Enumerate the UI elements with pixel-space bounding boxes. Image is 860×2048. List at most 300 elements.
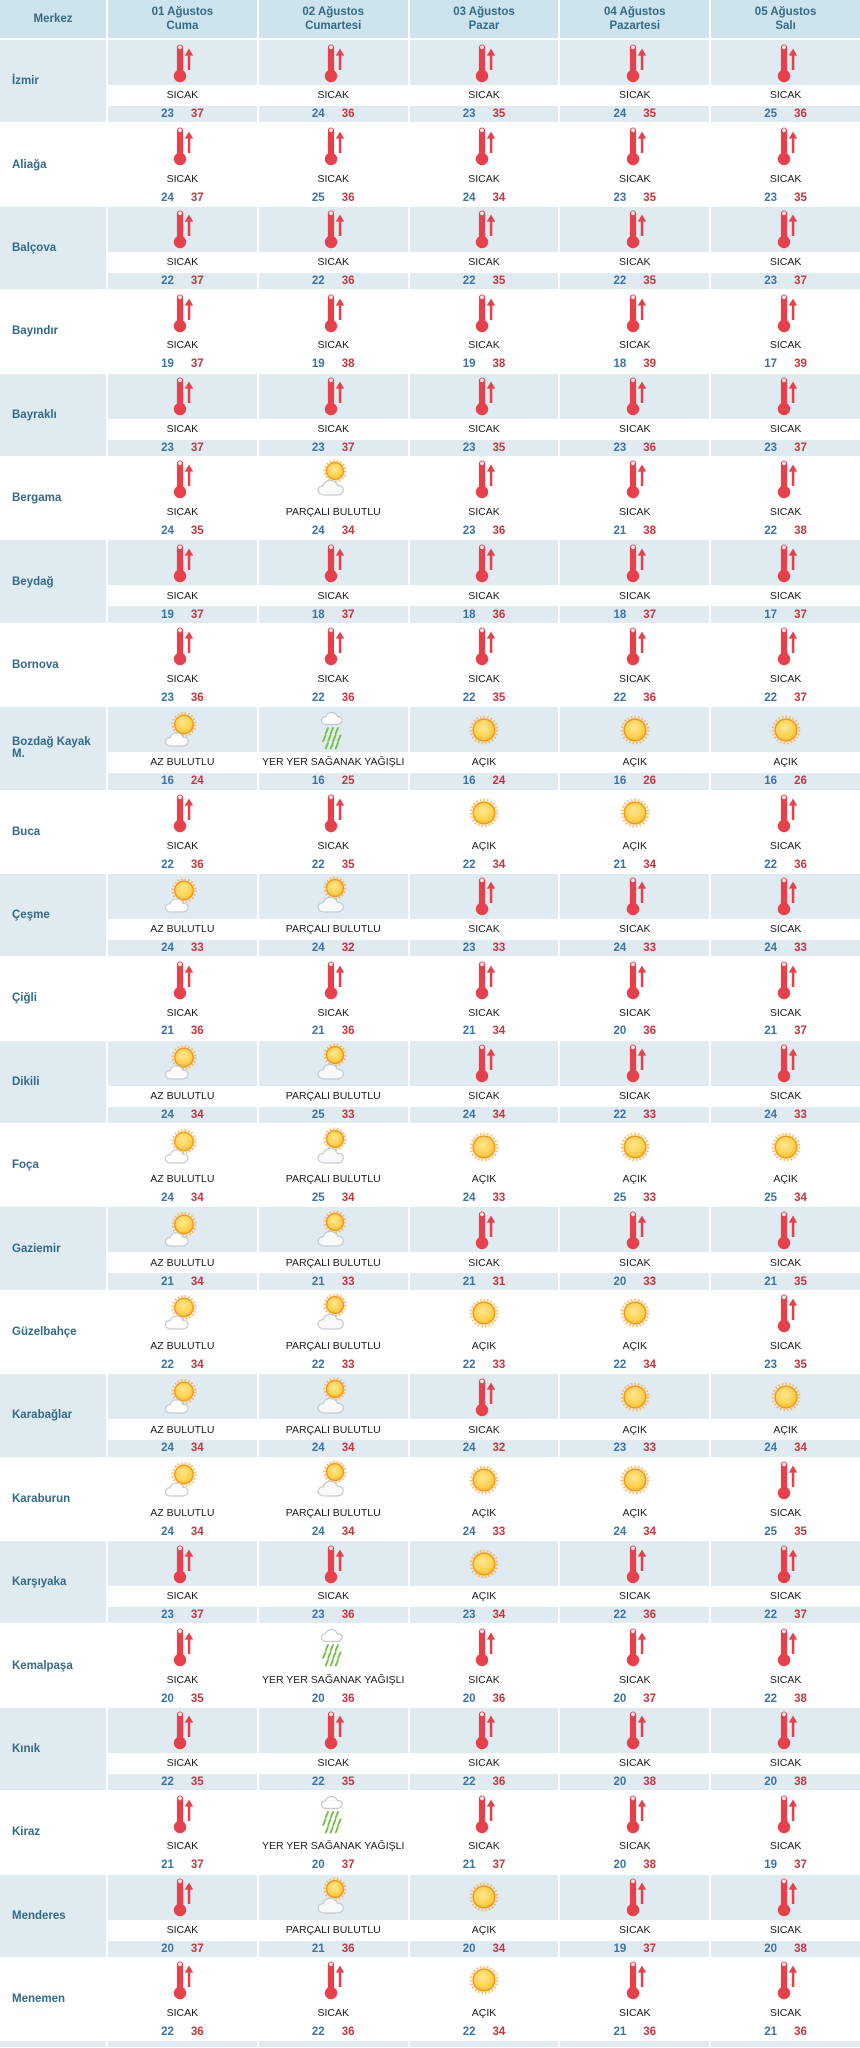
condition-label: SICAK [711, 168, 860, 189]
table-row [0, 1207, 860, 1290]
min-temp: 22 [161, 2026, 174, 2039]
condition-label: SICAK [711, 1920, 860, 1941]
condition-label: AÇIK [410, 1169, 559, 1190]
thermometer-icon [410, 1374, 559, 1419]
thermometer-icon [560, 1541, 709, 1586]
min-temp: 17 [764, 608, 778, 621]
condition-label: SICAK [711, 1002, 860, 1023]
max-temp: 36 [190, 2026, 204, 2039]
thermometer-icon [108, 1708, 257, 1753]
district-name: Çeşme [0, 874, 108, 956]
day-cell [259, 1958, 410, 2040]
max-temp: 34 [190, 1275, 204, 1288]
max-temp: 33 [492, 942, 506, 955]
day-cell [108, 540, 259, 622]
max-temp: 34 [190, 1442, 204, 1455]
max-temp: 34 [794, 1192, 807, 1205]
max-temp: 35 [341, 858, 355, 871]
temperature-range [560, 273, 709, 289]
temperature-range [259, 1023, 408, 1039]
day-cell [410, 123, 561, 205]
temperature-range [259, 1440, 408, 1456]
day-cell [711, 957, 860, 1039]
min-temp: 25 [311, 191, 325, 204]
max-temp: 35 [190, 1776, 204, 1788]
thermometer-icon [560, 1207, 709, 1252]
header-day-weekday: Pazar [468, 20, 500, 32]
max-temp: 34 [190, 1108, 204, 1121]
condition-label: SICAK [711, 1086, 860, 1107]
day-cell [410, 1958, 561, 2040]
condition-label: AZ BULUTLU [108, 919, 257, 940]
thermometer-icon [711, 1041, 860, 1086]
min-temp: 23 [764, 274, 778, 287]
sun-small-cloud-icon [108, 874, 257, 919]
day-cell [259, 374, 410, 456]
temperature-range [108, 773, 257, 789]
min-temp: 24 [161, 191, 174, 204]
min-temp: 19 [764, 1859, 778, 1872]
max-temp: 34 [492, 1025, 506, 1038]
min-temp: 20 [311, 1859, 325, 1872]
thermometer-icon [259, 207, 408, 252]
day-cell [108, 1541, 259, 1623]
table-row [0, 374, 860, 457]
district-name: Gaziemir [0, 1207, 108, 1289]
thermometer-icon [410, 624, 559, 669]
min-temp: 21 [764, 2026, 778, 2039]
condition-label: SICAK [560, 919, 709, 940]
min-temp: 24 [613, 1525, 627, 1538]
header-day-date: 04 Ağustos [604, 6, 666, 18]
condition-label: AÇIK [410, 1503, 559, 1524]
day-cell [108, 123, 259, 205]
table-row [0, 1374, 860, 1457]
day-cell [560, 957, 711, 1039]
thermometer-icon [560, 290, 709, 335]
max-temp: 33 [643, 942, 657, 955]
temperature-range [259, 106, 408, 122]
day-cell [410, 791, 561, 873]
temperature-range [259, 606, 408, 622]
district-name: Balçova [0, 207, 108, 289]
condition-label: SICAK [108, 1920, 257, 1941]
min-temp: 22 [161, 858, 174, 871]
thermometer-icon [108, 1958, 257, 2003]
max-temp: 36 [492, 1692, 506, 1705]
min-temp: 19 [311, 358, 325, 371]
max-temp: 34 [492, 1942, 506, 1955]
sun-icon [410, 1541, 559, 1586]
thermometer-icon [711, 1875, 860, 1920]
temperature-range [410, 1190, 559, 1206]
day-cell [560, 1541, 711, 1623]
day-cell [410, 457, 561, 539]
condition-label: AÇIK [560, 1503, 709, 1524]
min-temp: 21 [161, 1275, 174, 1288]
condition-label: SICAK [259, 85, 408, 106]
day-cell [711, 1958, 860, 2040]
temperature-range [711, 940, 860, 956]
max-temp: 37 [794, 1859, 807, 1872]
temperature-range [410, 189, 559, 205]
condition-label: SICAK [410, 502, 559, 523]
header-day-date: 02 Ağustos [302, 6, 364, 18]
thermometer-icon [108, 957, 257, 1002]
min-temp: 21 [764, 1025, 778, 1038]
min-temp: 24 [764, 1442, 778, 1455]
temperature-range [560, 1524, 709, 1540]
thermometer-icon [259, 374, 408, 419]
max-temp: 37 [794, 608, 807, 621]
temperature-range [410, 440, 559, 456]
day-cell [259, 1041, 410, 1123]
min-temp: 23 [311, 441, 325, 454]
min-temp: 24 [311, 1525, 325, 1538]
thermometer-icon [259, 1541, 408, 1586]
max-temp: 36 [341, 191, 355, 204]
min-temp: 17 [764, 358, 778, 371]
thermometer-icon [560, 624, 709, 669]
temperature-range [259, 1941, 408, 1957]
district-name: Karabağlar [0, 1374, 108, 1456]
temperature-range [410, 2024, 559, 2040]
max-temp: 38 [492, 358, 506, 371]
temperature-range [108, 189, 257, 205]
temperature-range [560, 1273, 709, 1289]
temperature-range [560, 1357, 709, 1373]
min-temp: 22 [613, 274, 627, 287]
header-day-weekday: Cumartesi [305, 20, 362, 32]
min-temp: 22 [764, 1609, 778, 1622]
max-temp: 24 [492, 775, 506, 788]
thermometer-icon [108, 1791, 257, 1836]
temperature-range [259, 1190, 408, 1206]
temperature-range [108, 1774, 257, 1790]
min-temp: 21 [311, 1025, 325, 1038]
day-cell [560, 540, 711, 622]
day-cell [108, 290, 259, 372]
day-cell [711, 1875, 860, 1957]
sun-icon [410, 1124, 559, 1169]
max-temp: 34 [492, 1609, 506, 1622]
day-cell [259, 207, 410, 289]
day-cell [410, 1124, 561, 1206]
temperature-range [108, 2024, 257, 2040]
condition-label: SICAK [560, 419, 709, 440]
thermometer-icon [108, 123, 257, 168]
thermometer-icon [108, 1541, 257, 1586]
thermometer-icon [259, 290, 408, 335]
max-temp: 32 [492, 1442, 506, 1455]
thermometer-icon [259, 123, 408, 168]
sliver-day-cell [410, 2041, 561, 2047]
max-temp: 34 [341, 1192, 355, 1205]
min-temp: 25 [311, 1192, 325, 1205]
temperature-range [108, 857, 257, 873]
min-temp: 22 [613, 1609, 627, 1622]
min-temp: 23 [613, 441, 627, 454]
rain-cloud-icon [259, 1791, 408, 1836]
min-temp: 23 [161, 691, 174, 704]
thermometer-icon [108, 40, 257, 85]
max-temp: 37 [643, 608, 657, 621]
thermometer-icon [108, 290, 257, 335]
condition-label: AÇIK [711, 1419, 860, 1440]
day-cell [560, 207, 711, 289]
day-cell [108, 707, 259, 789]
thermometer-icon [259, 957, 408, 1002]
temperature-range [410, 857, 559, 873]
thermometer-icon [410, 1708, 559, 1753]
temperature-range [560, 1023, 709, 1039]
max-temp: 34 [341, 1442, 355, 1455]
max-temp: 35 [794, 1525, 807, 1538]
condition-label: SICAK [560, 168, 709, 189]
thermometer-icon [410, 957, 559, 1002]
max-temp: 34 [643, 858, 657, 871]
header-merkez-label: Merkez [33, 13, 73, 25]
temperature-range [108, 1357, 257, 1373]
condition-label: SICAK [410, 669, 559, 690]
max-temp: 36 [492, 525, 506, 538]
max-temp: 35 [492, 691, 506, 704]
max-temp: 33 [794, 1108, 807, 1121]
thermometer-icon [711, 1291, 860, 1336]
thermometer-icon [108, 540, 257, 585]
header-day-date: 01 Ağustos [151, 6, 214, 18]
temperature-range [108, 1273, 257, 1289]
max-temp: 37 [190, 1609, 204, 1622]
day-cell [108, 957, 259, 1039]
condition-label: SICAK [711, 585, 860, 606]
min-temp: 22 [311, 274, 325, 287]
day-cell [560, 874, 711, 956]
min-temp: 22 [462, 1776, 476, 1788]
thermometer-icon [711, 540, 860, 585]
temperature-range [108, 1440, 257, 1456]
next-row-sliver [0, 2041, 860, 2047]
sun-icon [560, 1291, 709, 1336]
max-temp: 34 [492, 191, 506, 204]
temperature-range [259, 1524, 408, 1540]
thermometer-icon [711, 123, 860, 168]
min-temp: 22 [462, 691, 476, 704]
temperature-range [410, 940, 559, 956]
condition-label: SICAK [560, 1836, 709, 1857]
max-temp: 36 [341, 691, 355, 704]
max-temp: 35 [794, 1275, 807, 1288]
header-day-1 [108, 0, 259, 38]
min-temp: 24 [311, 108, 325, 121]
max-temp: 34 [492, 858, 506, 871]
thermometer-icon [108, 457, 257, 502]
temperature-range [711, 1941, 860, 1957]
condition-label: SICAK [259, 2003, 408, 2024]
temperature-range [108, 690, 257, 706]
max-temp: 37 [190, 274, 204, 287]
max-temp: 35 [341, 1776, 355, 1788]
sun-icon [410, 791, 559, 836]
min-temp: 21 [764, 1275, 778, 1288]
thermometer-icon [560, 457, 709, 502]
condition-label: AZ BULUTLU [108, 1503, 257, 1524]
header-day-date: 05 Ağustos [754, 6, 817, 18]
min-temp: 24 [764, 1108, 778, 1121]
max-temp: 36 [643, 2026, 657, 2039]
thermometer-icon [108, 1875, 257, 1920]
thermometer-icon [560, 374, 709, 419]
table-row [0, 624, 860, 707]
min-temp: 21 [161, 1025, 174, 1038]
thermometer-icon [560, 40, 709, 85]
day-cell [560, 123, 711, 205]
day-cell [108, 40, 259, 122]
day-cell [410, 1541, 561, 1623]
day-cell [410, 1875, 561, 1957]
day-cell [410, 540, 561, 622]
condition-label: SICAK [410, 1753, 559, 1774]
day-cell [108, 1041, 259, 1123]
district-name: Menderes [0, 1875, 108, 1957]
min-temp: 16 [613, 775, 627, 788]
min-temp: 21 [311, 1275, 325, 1288]
day-cell [259, 707, 410, 789]
temperature-range [108, 273, 257, 289]
max-temp: 37 [190, 191, 204, 204]
temperature-range [410, 1857, 559, 1873]
max-temp: 33 [643, 1108, 657, 1121]
condition-label: SICAK [108, 168, 257, 189]
district-name: Bergama [0, 457, 108, 539]
district-name: Bayındır [0, 290, 108, 372]
condition-label: SICAK [108, 1753, 257, 1774]
min-temp: 25 [764, 1525, 778, 1538]
thermometer-icon [711, 207, 860, 252]
max-temp: 33 [492, 1525, 506, 1538]
max-temp: 38 [794, 1692, 807, 1705]
min-temp: 22 [764, 1692, 778, 1705]
temperature-range [560, 1774, 709, 1790]
condition-label: AZ BULUTLU [108, 1086, 257, 1107]
thermometer-icon [410, 40, 559, 85]
max-temp: 37 [190, 358, 204, 371]
district-name: Çiğli [0, 957, 108, 1039]
temperature-range [560, 106, 709, 122]
sun-icon [410, 1875, 559, 1920]
day-cell [108, 1624, 259, 1706]
condition-label: SICAK [259, 335, 408, 356]
temperature-range [711, 1023, 860, 1039]
max-temp: 39 [794, 358, 807, 371]
temperature-range [108, 523, 257, 539]
thermometer-icon [711, 1791, 860, 1836]
day-cell [560, 1458, 711, 1540]
temperature-range [410, 1357, 559, 1373]
day-cell [410, 1458, 561, 1540]
sun-cloud-icon [259, 874, 408, 919]
district-name: Kemalpaşa [0, 1624, 108, 1706]
temperature-range [711, 1273, 860, 1289]
temperature-range [711, 1357, 860, 1373]
temperature-range [259, 2024, 408, 2040]
condition-label: SICAK [560, 1086, 709, 1107]
max-temp: 34 [643, 1359, 657, 1372]
day-cell [560, 40, 711, 122]
thermometer-icon [560, 123, 709, 168]
max-temp: 33 [643, 1442, 657, 1455]
min-temp: 20 [613, 1692, 627, 1705]
thermometer-icon [560, 1041, 709, 1086]
day-cell [560, 1624, 711, 1706]
condition-label: PARÇALI BULUTLU [259, 1252, 408, 1273]
day-cell [259, 1791, 410, 1873]
condition-label: SICAK [711, 252, 860, 273]
thermometer-icon [711, 457, 860, 502]
max-temp: 35 [492, 441, 506, 454]
thermometer-icon [711, 1541, 860, 1586]
min-temp: 24 [462, 1108, 476, 1121]
header-day-3 [410, 0, 561, 38]
min-temp: 16 [764, 775, 778, 788]
max-temp: 37 [190, 608, 204, 621]
day-cell [711, 1041, 860, 1123]
day-cell [410, 374, 561, 456]
max-temp: 24 [190, 775, 204, 788]
max-temp: 35 [492, 274, 506, 287]
condition-label: SICAK [711, 1753, 860, 1774]
table-row [0, 40, 860, 123]
condition-label: YER YER SAĞANAK YAĞIŞLI [259, 1836, 408, 1857]
table-row [0, 874, 860, 957]
max-temp: 36 [643, 691, 657, 704]
condition-label: PARÇALI BULUTLU [259, 1086, 408, 1107]
min-temp: 24 [462, 1192, 476, 1205]
max-temp: 37 [794, 691, 807, 704]
day-cell [108, 624, 259, 706]
temperature-range [410, 690, 559, 706]
max-temp: 37 [190, 441, 204, 454]
temperature-range [108, 1524, 257, 1540]
day-cell [560, 1041, 711, 1123]
sun-icon [560, 1374, 709, 1419]
temperature-range [711, 189, 860, 205]
condition-label: SICAK [259, 836, 408, 857]
condition-label: SICAK [410, 1669, 559, 1690]
thermometer-icon [560, 1875, 709, 1920]
max-temp: 37 [492, 1859, 506, 1872]
day-cell [108, 374, 259, 456]
temperature-range [410, 273, 559, 289]
condition-label: SICAK [108, 585, 257, 606]
thermometer-icon [560, 540, 709, 585]
condition-label: PARÇALI BULUTLU [259, 1503, 408, 1524]
min-temp: 22 [764, 525, 778, 538]
temperature-range [410, 1774, 559, 1790]
day-cell [560, 624, 711, 706]
temperature-range [560, 1690, 709, 1706]
temperature-range [410, 1607, 559, 1623]
max-temp: 26 [643, 775, 657, 788]
condition-label: AÇIK [410, 2003, 559, 2024]
thermometer-icon [410, 123, 559, 168]
min-temp: 24 [161, 1108, 174, 1121]
condition-label: SICAK [560, 1252, 709, 1273]
temperature-range [108, 106, 257, 122]
thermometer-icon [410, 457, 559, 502]
max-temp: 36 [492, 1776, 506, 1788]
max-temp: 33 [643, 1192, 657, 1205]
